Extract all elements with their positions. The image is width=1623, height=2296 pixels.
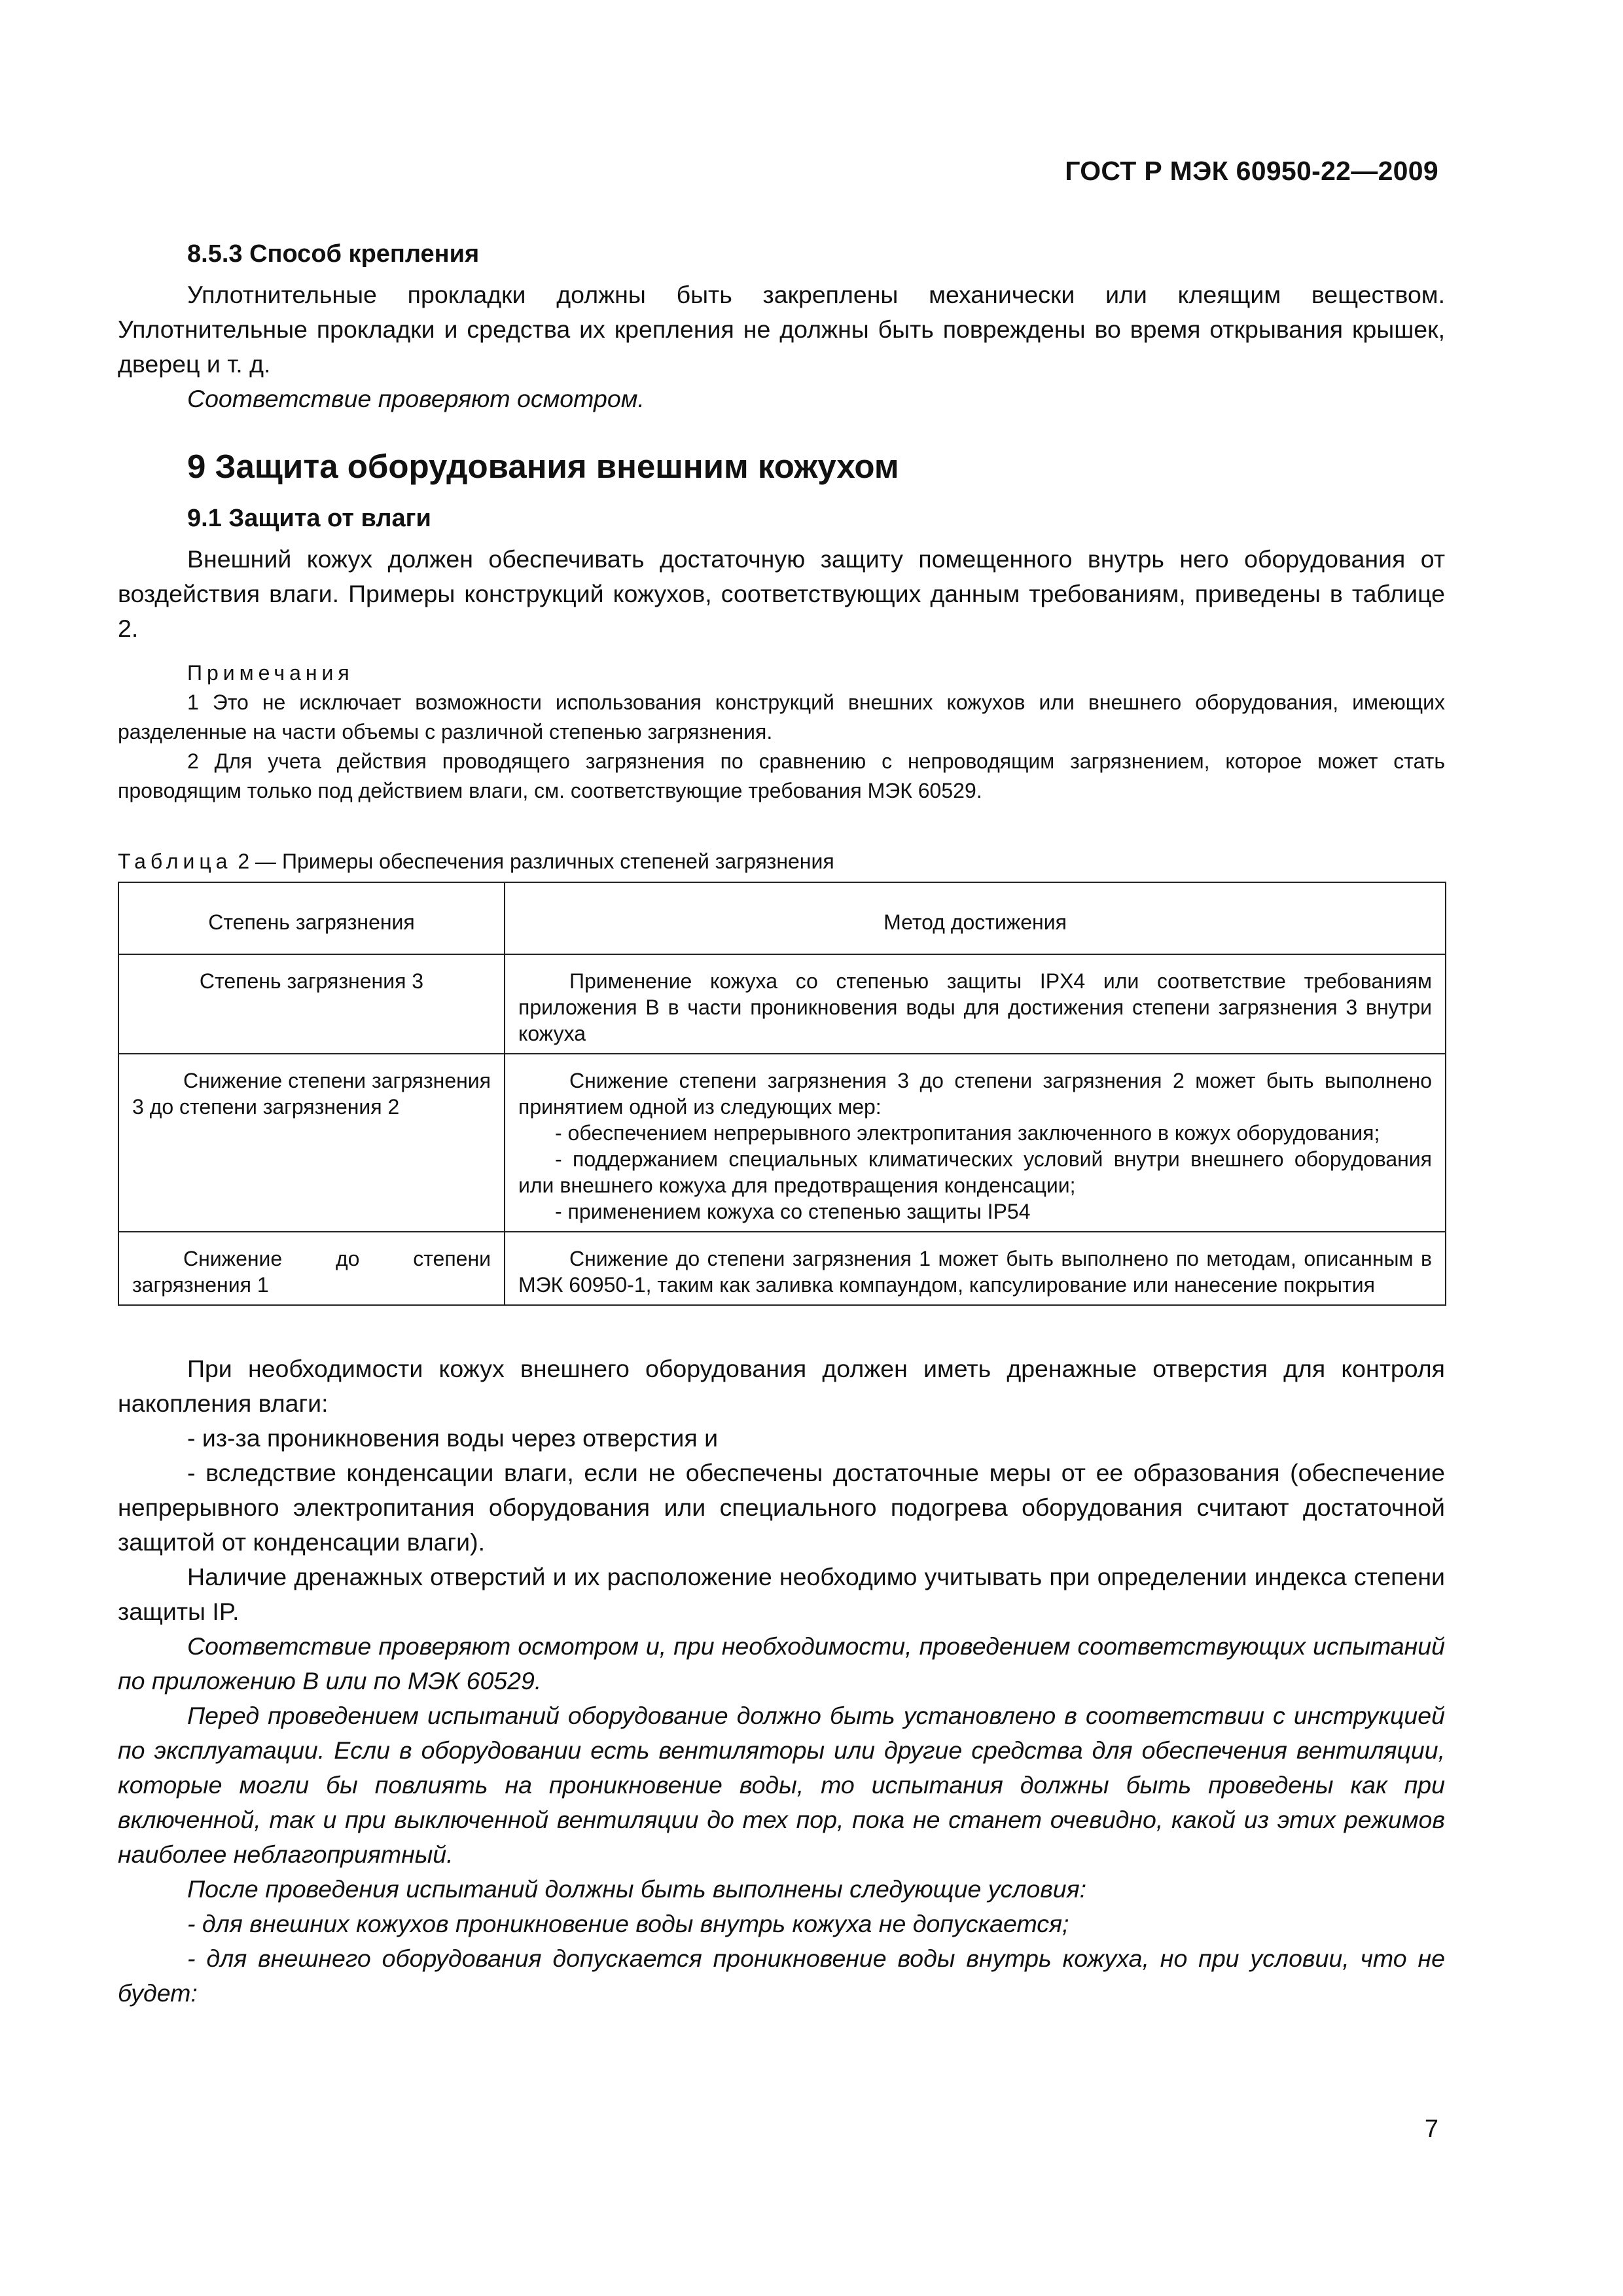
section-9-1-heading: 9.1 Защита от влаги	[187, 505, 431, 532]
table-row	[118, 954, 1446, 1054]
test-conditions-paragraph: После проведения испытаний должны быть выполнены следующие условия:	[187, 1875, 1087, 1903]
section-8-5-3-heading: 8.5.3 Способ крепления	[187, 240, 480, 268]
list-item: - из-за проникновения воды через отверстия и	[187, 1424, 719, 1452]
column-header: Метод достижения	[505, 882, 1446, 954]
table-cell	[505, 1054, 1446, 1232]
paragraph: Наличие дренажных отверстий и их расположение необходимо учитывать при определении индекса степени защиты IP.	[118, 1563, 1445, 1625]
table-row	[118, 1054, 1446, 1232]
page-number: 7	[1424, 2115, 1438, 2143]
list-item: - для внешнего оборудования допускается проникновение воды внутрь кожуха, но при условии, что не будет:	[118, 1945, 1445, 2007]
table-caption-word: Таблица	[118, 850, 232, 873]
table-cell: Степень загрязнения 3	[118, 954, 505, 1054]
table-cell: Применение кожуха со степенью защиты IPX4 или соответствие требованиям приложения В в части проникновения воды для достижения степени загрязнения 3 внутри кожуха	[505, 954, 1446, 1054]
method-bullet: - обеспечением непрерывного электропитания заключенного в кожух оборудования;	[555, 1121, 1380, 1145]
method-bullet: - применением кожуха со степенью защиты IP54	[555, 1200, 1031, 1223]
notes-heading: Примечания	[187, 661, 354, 685]
compliance-paragraph: Соответствие проверяют осмотром.	[187, 385, 645, 412]
list-item: - для внешних кожухов проникновение воды внутрь кожуха не допускается;	[187, 1910, 1069, 1937]
column-header: Степень загрязнения	[118, 882, 505, 954]
table-header-row	[118, 882, 1446, 954]
section-9-heading: 9 Защита оборудования внешним кожухом	[187, 448, 899, 485]
standard-designation: ГОСТ Р МЭК 60950-22—2009	[1065, 156, 1438, 186]
page-content	[118, 236, 1445, 2011]
paragraph: Внешний кожух должен обеспечивать достаточную защиту помещенного внутрь него оборудования от воздействия влаги. Примеры конструкций кожухов, соответствующих данным требованиям, приведены в таблице 2.	[118, 545, 1445, 642]
list-item: - вследствие конденсации влаги, если не обеспечены достаточные меры от ее образования (обеспечение непрерывного электропитания оборудования или специального подогрева оборудования считают достаточной защитой от конденсации влаги).	[118, 1459, 1445, 1556]
pollution-degree-table	[118, 882, 1446, 1306]
method-bullet: - поддержанием специальных климатических условий внутри внешнего оборудования или внешнего кожуха для предотвращения конденсации;	[518, 1147, 1432, 1197]
test-procedure-paragraph: Перед проведением испытаний оборудование должно быть установлено в соответствии с инструкцией по эксплуатации. Если в оборудовании есть вентиляторы или другие средства для обеспечения вентиляции, которые могли бы повлиять на проникновение воды, то испытания должны быть проведены как при включенной, так и при выключенной вентиляции до тех пор, пока не станет очевидно, какой из этих режимов наиболее неблагоприятный.	[118, 1702, 1445, 1868]
table-caption-text: 2 — Примеры обеспечения различных степеней загрязнения	[238, 850, 834, 873]
paragraph: Уплотнительные прокладки должны быть закреплены механически или клеящим веществом. Уплотнительные прокладки и средства их крепления не должны быть повреждены во время открывания крышек, дверец и т. д.	[118, 281, 1445, 378]
note-1: 1 Это не исключает возможности использования конструкций внешних кожухов или внешнего оборудования, имеющих разделенные на части объемы с различной степенью загрязнения.	[118, 691, 1445, 744]
table-cell: Снижение степени загрязнения 3 до степени загрязнения 2	[118, 1054, 505, 1232]
note-2: 2 Для учета действия проводящего загрязнения по сравнению с непроводящим загрязнением, которое может стать проводящим только под действием влаги, см. соответствующие требования МЭК 60529.	[118, 749, 1445, 802]
paragraph: При необходимости кожух внешнего оборудования должен иметь дренажные отверстия для контроля накопления влаги:	[118, 1355, 1445, 1417]
table-caption	[118, 846, 1445, 876]
table-cell: Снижение до степени загрязнения 1	[118, 1232, 505, 1305]
method-intro: Снижение степени загрязнения 3 до степени загрязнения 2 может быть выполнено принятием одной из следующих мер:	[518, 1069, 1432, 1119]
table-row	[118, 1232, 1446, 1305]
table-cell: Снижение до степени загрязнения 1 может быть выполнено по методам, описанным в МЭК 60950-1, таким как заливка компаундом, капсулирование или нанесение покрытия	[505, 1232, 1446, 1305]
compliance-paragraph: Соответствие проверяют осмотром и, при необходимости, проведением соответствующих испытаний по приложению В или по МЭК 60529.	[118, 1632, 1445, 1695]
